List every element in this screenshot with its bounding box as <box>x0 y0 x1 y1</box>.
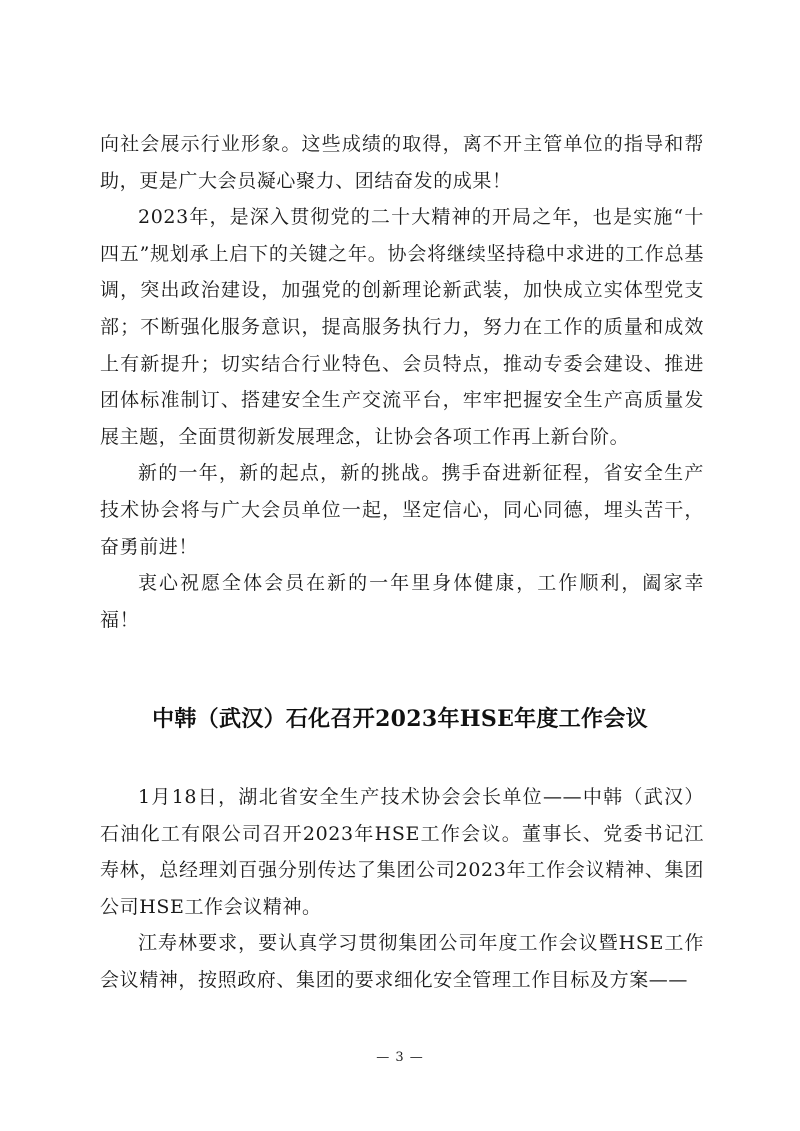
paragraph-6: 江寿林要求，要认真学习贯彻集团公司年度工作会议暨HSE工作会议精神，按照政府、集团的要求细化安全管理工作目标及方案—— <box>100 932 704 991</box>
article-2-body <box>100 779 704 999</box>
paragraph-1: 向社会展示行业形象。这些成绩的取得，离不开主管单位的指导和帮助，更是广大会员凝心聚力、团结奋发的成果！ <box>100 133 704 192</box>
paragraph-2: 2023年，是深入贯彻党的二十大精神的开局之年，也是实施“十四五”规划承上启下的关键之年。协会将继续坚持稳中求进的工作总基调，突出政治建设，加强党的创新理论新武装，加快成立实体型党支部；不断强化服务意识，提高服务执行力，努力在工作的质量和成效上有新提升；切实结合行业特色、会员特点，推动专委会建设、推进团体标准制订、搭建安全生产交流平台，牢牢把握安全生产高质量发展主题，全面贯彻新发展理念，让协会各项工作再上新台阶。 <box>100 206 704 448</box>
paragraph-4: 衷心祝愿全体会员在新的一年里身体健康，工作顺利，阖家幸福！ <box>100 572 704 631</box>
page-number: — 3 — <box>376 1050 424 1065</box>
paragraph-5: 1月18日，湖北省安全生产技术协会会长单位——中韩（武汉）石油化工有限公司召开2023年HSE工作会议。董事长、党委书记江寿林，总经理刘百强分别传达了集团公司2023年工作会议精神、集团公司HSE工作会议精神。 <box>100 786 704 918</box>
article-1-body <box>100 126 704 638</box>
paragraph-3: 新的一年，新的起点，新的挑战。携手奋进新征程，省安全生产技术协会将与广大会员单位一起，坚定信心，同心同德，埋头苦干，奋勇前进！ <box>100 462 704 558</box>
article-2-title: 中韩（武汉）石化召开2023年HSE年度工作会议 <box>152 706 648 732</box>
